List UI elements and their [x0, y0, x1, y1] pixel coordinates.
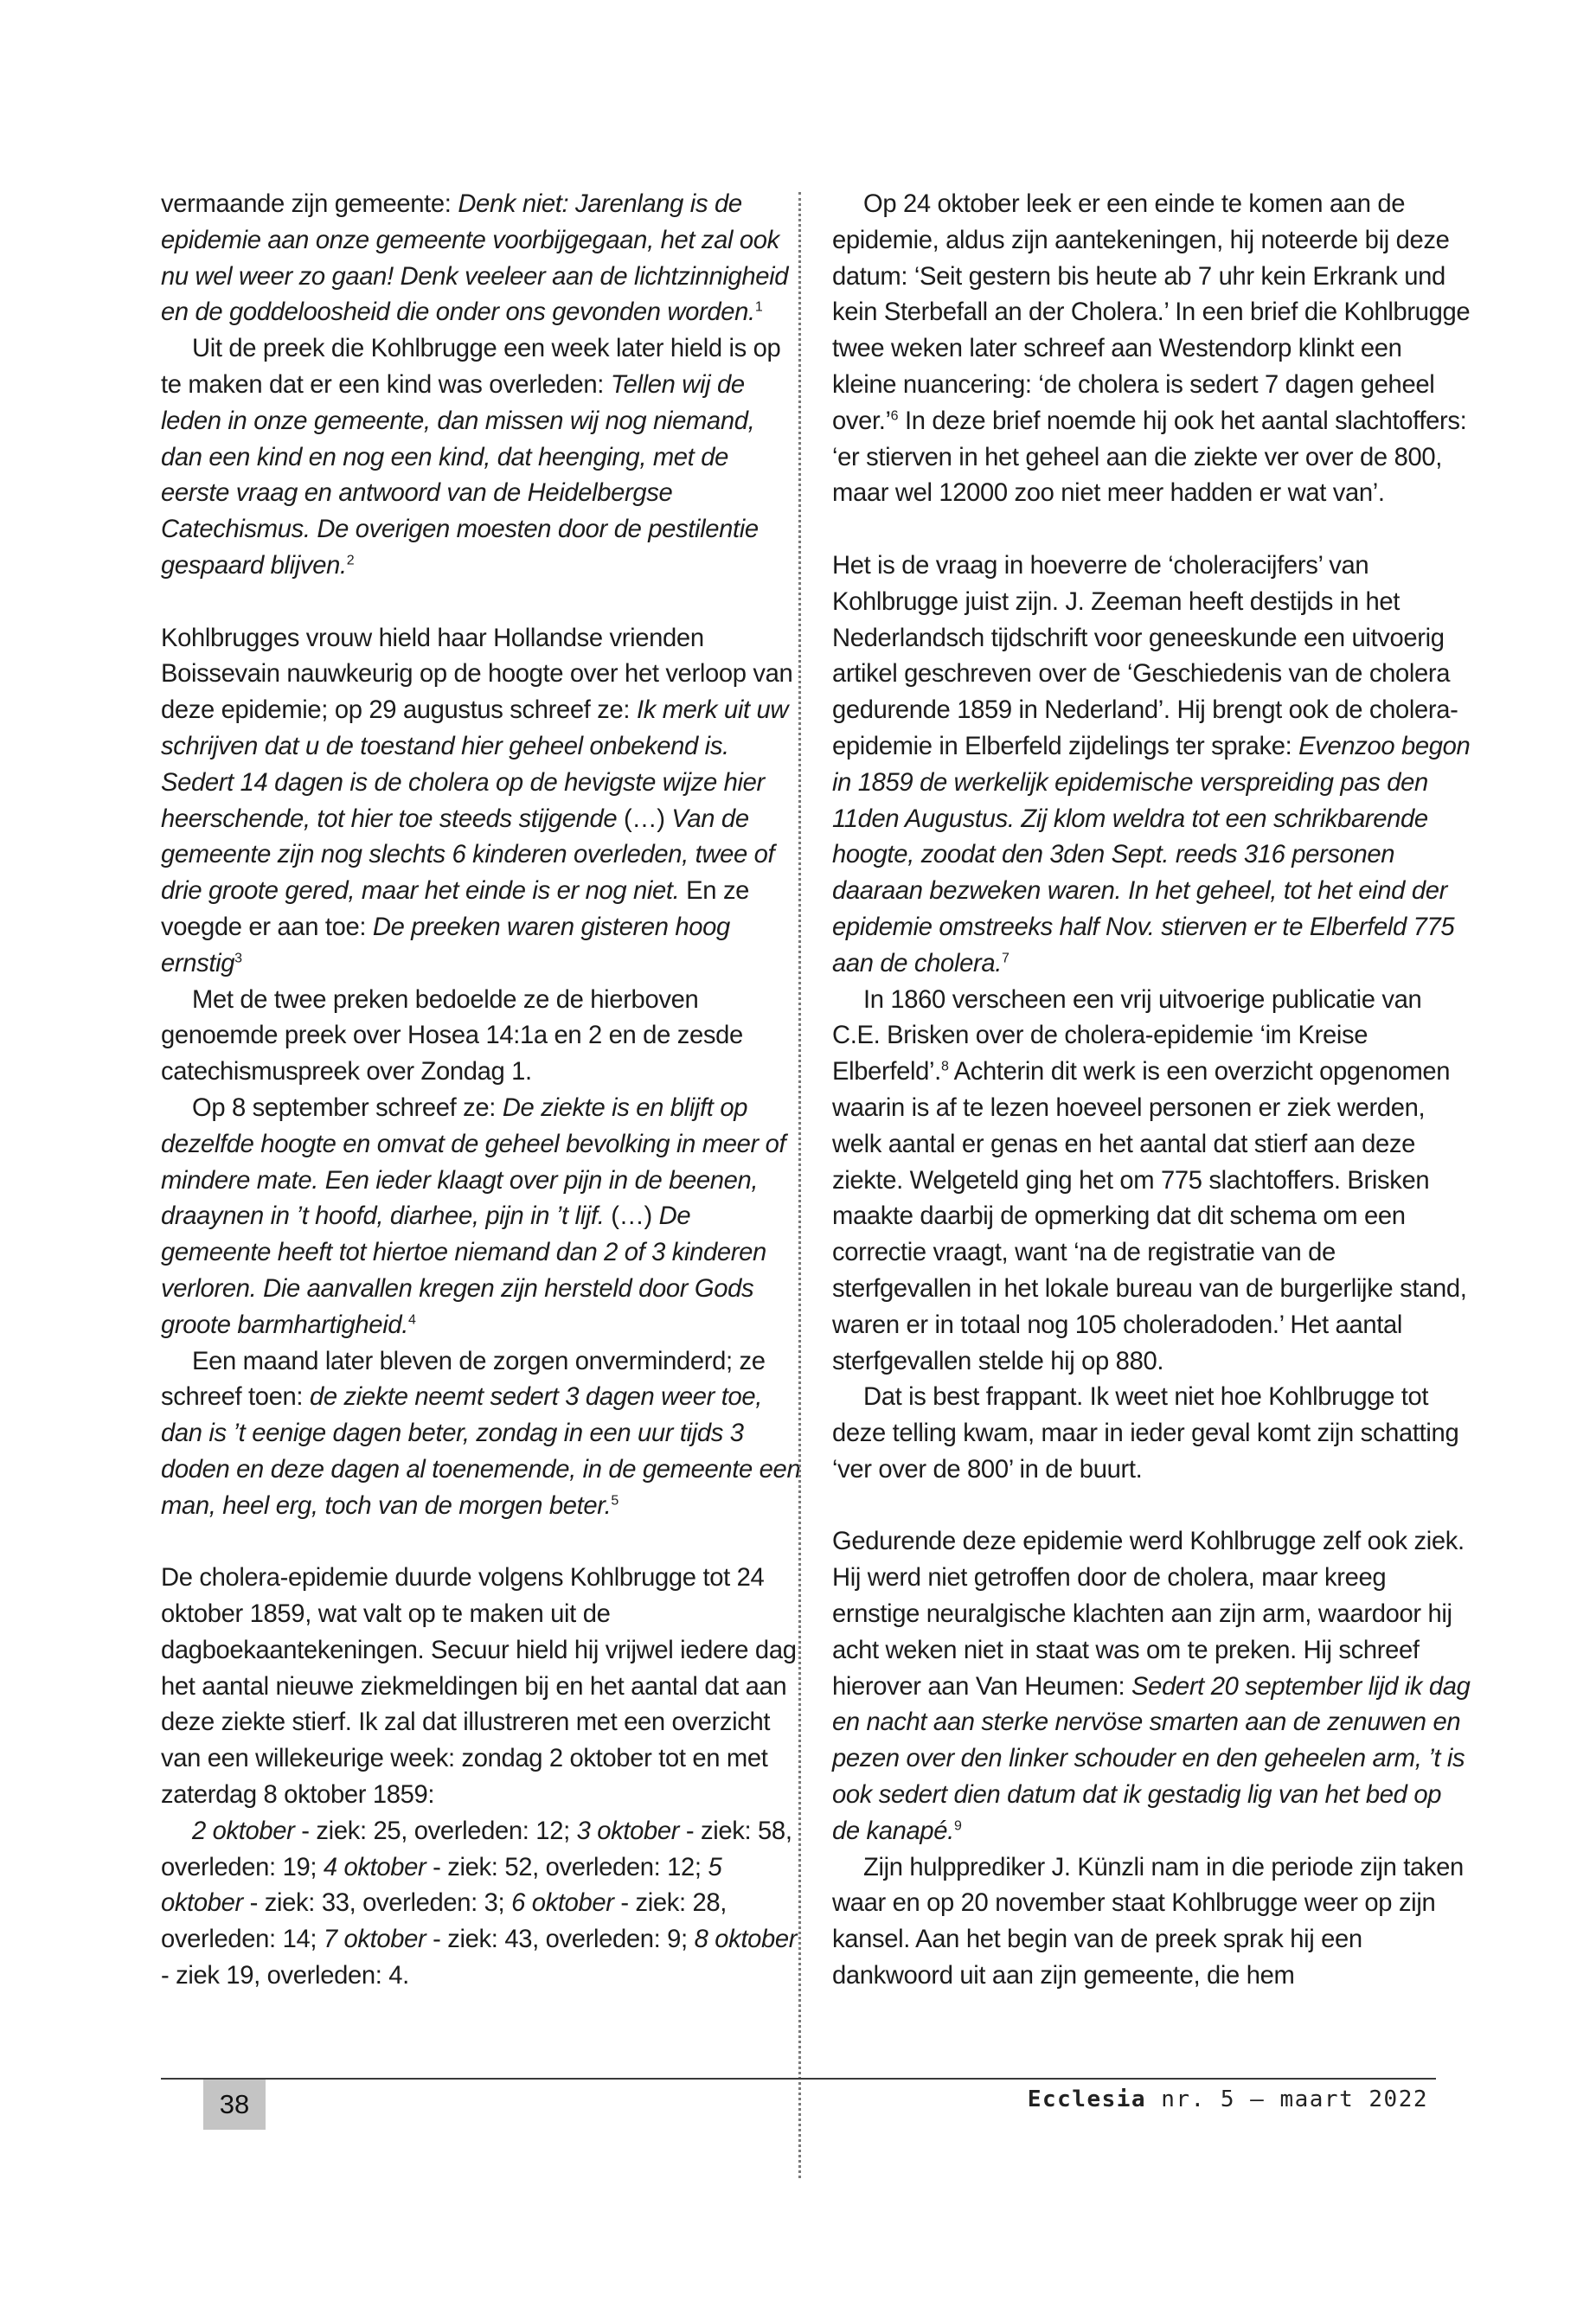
- text-run: In 1860 verscheen een vrij uitvoerige publicatie van C.E. Brisken over de cholera-epidemie ‘im Kreise Elberfeld’.: [832, 985, 1422, 1086]
- footnote-ref: 1: [754, 299, 763, 315]
- footnote-ref: 8: [940, 1059, 949, 1074]
- paragraph: [161, 1344, 801, 1525]
- paragraph: [161, 1814, 801, 1995]
- text-run: - ziek: 25, overleden: 12;: [294, 1817, 577, 1845]
- italic-text: Van de gemeente zijn nog slechts 6 kinderen overleden, twee of drie groote gered, maar het einde is er nog niet.: [161, 804, 775, 906]
- text-run: Gedurende deze epidemie werd Kohlbrugge zelf ook ziek. Hij werd niet getroffen door de cholera, maar kreeg ernstige neuralgische klachten aan zijn arm, waardoor hij acht weken niet in staat was om te preken. Hij schreef hierover aan Van Heumen:: [832, 1528, 1465, 1701]
- text-run: Op 24 oktober leek er een einde te komen aan de epidemie, aldus zijn aantekeningen, hij noteerde bij deze datum: ‘Seit gestern bis heute ab 7 uhr kein Erkrank und kein Sterbefall an der Cholera.’ In een brief die Kohlbrugge twee weken later schreef aan Westendorp klinkt een kleine nuancering: ‘de cholera is sedert 7 dagen geheel over.’: [832, 190, 1471, 435]
- italic-text: 4 oktober: [323, 1853, 426, 1881]
- text-run: En ze voegde er aan toe:: [161, 877, 750, 941]
- paragraph: [161, 983, 801, 1091]
- text-run: - ziek: 52, overleden: 12;: [426, 1853, 708, 1881]
- right-column: [832, 187, 1472, 1995]
- text-run: - ziek: 58, overleden: 19;: [161, 1817, 792, 1881]
- italic-text: de ziekte neemt sedert 3 dagen weer toe, dan is ’t eenige dagen beter, zondag in een uur tijds 3 doden en deze dagen al toenemende, in de gemeente een man, heel erg, toch van de morgen beter.: [161, 1383, 801, 1520]
- text-run: vermaande zijn gemeente:: [161, 190, 458, 218]
- column-divider: [798, 192, 801, 2178]
- footnote-ref: 4: [407, 1311, 416, 1327]
- text-run: - ziek: 28, overleden: 14;: [161, 1889, 727, 1954]
- paragraph: [161, 1561, 801, 1814]
- italic-text: Ik merk uit uw schrijven dat u de toestand hier geheel onbekend is. Sedert 14 dagen is de cholera op de hevigste wijze hier heerschende, tot hier toe steeds stijgende: [161, 696, 789, 833]
- footnote-ref: 5: [611, 1492, 619, 1508]
- text-run: (…): [617, 804, 672, 833]
- text-run: Zijn hulpprediker J. Künzli nam in die periode zijn taken waar en op 20 november staat Kohlbrugge weer op zijn kansel. Aan het begin van de preek sprak hij een dankwoord uit aan zijn gemeente, die hem: [832, 1853, 1464, 1990]
- paragraph: [161, 331, 801, 585]
- text-run: Uit de preek die Kohlbrugge een week later hield is op te maken dat er een kind was overleden:: [161, 335, 781, 399]
- italic-text: 7 oktober: [323, 1926, 426, 1954]
- text-run: (…): [604, 1202, 659, 1231]
- paragraph: [832, 548, 1472, 983]
- left-column: [161, 187, 801, 1995]
- italic-text: 2 oktober: [192, 1817, 295, 1845]
- italic-text: 8 oktober: [694, 1926, 798, 1954]
- footnote-ref: 3: [234, 951, 242, 965]
- footnote-ref: 7: [1001, 951, 1010, 965]
- italic-text: 3 oktober: [576, 1817, 680, 1845]
- footnote-ref: 9: [953, 1818, 962, 1834]
- italic-text: Evenzoo begon in 1859 de werkelijk epidemische verspreiding pas den 11den Augustus. Zij klom weldra tot een schrikbarende hoogte, zoodat den 3den Sept. reeds 316 personen daaraan bezweken waren. In het geheel, tot het eind der epidemie omstreeks half Nov. stierven er te Elberfeld 775 aan de cholera.: [832, 732, 1471, 977]
- text-run: De cholera-epidemie duurde volgens Kohlbrugge tot 24 oktober 1859, wat valt op te maken uit de dagboekaantekeningen. Secuur hield hij vrijwel iedere dag het aantal nieuwe ziekmeldingen bij en het aantal dat aan deze ziekte stierf. Ik zal dat illustreren met een overzicht van een willekeurige week: zondag 2 oktober tot en met zaterdag 8 oktober 1859:: [161, 1564, 797, 1810]
- footnote-ref: 2: [346, 553, 355, 568]
- italic-text: 5 oktober: [161, 1853, 722, 1918]
- italic-text: De gemeente heeft tot hiertoe niemand dan 2 of 3 kinderen verloren. Die aanvallen kregen zijn hersteld door Gods groote barmhartigheid.: [161, 1202, 766, 1339]
- text-run: In deze brief noemde hij ook het aantal slachtoffers: ‘er stierven in het geheel aan die ziekte ver over de 800, maar wel 12000 zoo niet meer hadden er wat van’.: [832, 407, 1467, 508]
- paragraph: [161, 621, 801, 983]
- journal-issue: [1028, 2086, 1428, 2112]
- text-run: Met de twee preken bedoelde ze de hierboven genoemde preek over Hosea 14:1a en 2 en de zesde catechismuspreek over Zondag 1.: [161, 985, 743, 1086]
- text-run: - ziek: 33, overleden: 3;: [242, 1889, 512, 1918]
- italic-text: Denk niet: Jarenlang is de epidemie aan onze gemeente voorbijgegaan, het zal ook nu wel weer zo gaan! Denk veeleer aan de lichtzinnigheid en de goddeloosheid die onder ons gevonden worden.: [161, 190, 789, 327]
- issue-info: nr. 5 — maart 2022: [1161, 2086, 1428, 2112]
- paragraph: [832, 983, 1472, 1381]
- page-number: 38: [203, 2080, 266, 2130]
- paragraph: [161, 187, 801, 331]
- italic-text: Sedert 20 september lijd ik dag en nacht aan sterke nervöse smarten aan de zenuwen en pezen over den linker schouder en den geheelen arm, ’t is ook sedert dien datum dat ik gestadig lig van het bed op de kanapé.: [832, 1672, 1471, 1845]
- journal-name: Ecclesia: [1027, 2086, 1147, 2112]
- paragraph: [161, 1091, 801, 1344]
- footer-rule: [161, 2078, 1436, 2080]
- text-run: - ziek: 43, overleden: 9;: [426, 1926, 695, 1954]
- footnote-ref: 6: [890, 408, 899, 424]
- paragraph: [832, 1850, 1472, 1995]
- text-run: - ziek 19, overleden: 4.: [161, 1962, 409, 1990]
- paragraph: [832, 1380, 1472, 1488]
- italic-text: De ziekte is en blijft op dezelfde hoogte en omvat de geheel bevolking in meer of mindere mate. Een ieder klaagt over pijn in de beenen, draaynen in ’t hoofd, diarhee, pijn in ’t lijf.: [161, 1093, 786, 1231]
- italic-text: Tellen wij de leden in onze gemeente, dan missen wij nog niemand, dan een kind en nog een kind, dat heenging, met de eerste vraag en antwoord van de Heidelbergse Catechismus. De overigen moesten door de pestilentie gespaard blijven.: [161, 370, 759, 580]
- text-run: Een maand later bleven de zorgen onverminderd; ze schreef toen:: [161, 1347, 766, 1412]
- text-run: Kohlbrugges vrouw hield haar Hollandse vrienden Boissevain nauwkeurig op de hoogte over het verloop van deze epidemie; op 29 augustus schreef ze:: [161, 624, 793, 725]
- paragraph: [832, 187, 1472, 512]
- text-run: Het is de vraag in hoeverre de ‘choleracijfers’ van Kohlbrugge juist zijn. J. Zeeman heeft destijds in het Nederlandsch tijdschrift voor geneeskunde een uitvoerig artikel geschreven over de ‘Geschiedenis van de cholera gedurende 1859 in Nederland’. Hij brengt ook de cholera-epidemie in Elberfeld zijdelings ter sprake:: [832, 551, 1458, 760]
- italic-text: 6 oktober: [511, 1889, 614, 1918]
- text-run: Achterin dit werk is een overzicht opgenomen waarin is af te lezen hoeveel personen er ziek werden, welk aantal er genas en het aantal dat stierf aan deze ziekte. Welgeteld ging het om 775 slachtoffers. Brisken maakte daarbij de opmerking dat dit schema om een correctie vraagt, want ‘na de registratie van de sterfgevallen in het lokale bureau van de burgerlijke stand, waren er in totaal nog 105 choleradoden.’ Het aantal sterfgevallen stelde hij op 880.: [832, 1058, 1467, 1375]
- text-run: Dat is best frappant. Ik weet niet hoe Kohlbrugge tot deze telling kwam, maar in ieder geval komt zijn schatting ‘ver over de 800’ in de buurt.: [832, 1383, 1459, 1484]
- text-run: Op 8 september schreef ze:: [192, 1093, 503, 1122]
- italic-text: De preeken waren gisteren hoog ernstig: [161, 913, 730, 977]
- paragraph: [832, 1524, 1472, 1849]
